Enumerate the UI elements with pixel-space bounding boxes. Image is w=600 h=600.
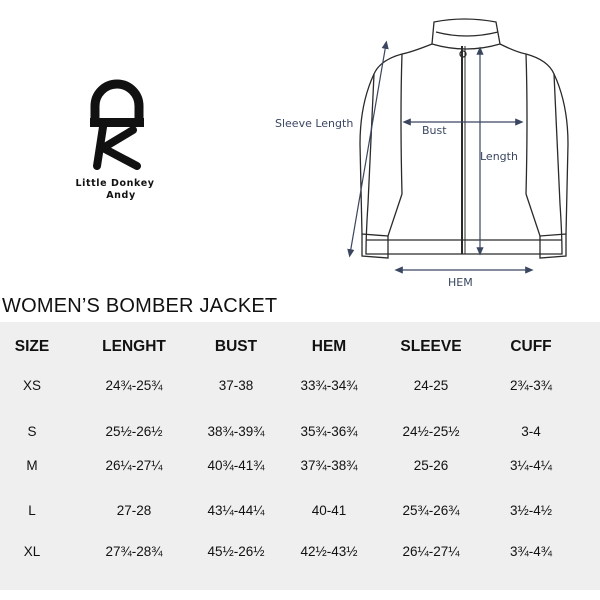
cuff-cell: 3¼-4¼	[509, 458, 553, 473]
table-row	[0, 544, 600, 568]
hem-cell: 42½-43½	[300, 544, 358, 559]
bust-cell: 43¼-44¼	[207, 503, 265, 518]
bust-label: Bust	[422, 124, 447, 137]
table-row	[0, 500, 600, 526]
length-cell: 25½-26½	[105, 424, 163, 439]
bust-cell: 45½-26½	[207, 544, 265, 559]
size-cell: XS	[22, 378, 41, 393]
header-cuff: CUFF	[510, 338, 552, 355]
size-chart-table	[0, 322, 600, 590]
table-row	[0, 420, 600, 448]
brand-name-line1: Little Donkey	[75, 178, 155, 189]
sleeve-cell: 24-25	[413, 378, 449, 393]
table-title: WOMEN’S BOMBER JACKET	[2, 295, 278, 317]
donkey-logo-icon	[89, 78, 145, 170]
header-sleeve: SLEEVE	[400, 338, 462, 355]
table-row	[0, 378, 600, 402]
sleeve-length-label: Sleeve Length	[275, 117, 354, 130]
bust-cell: 40¾-41¾	[207, 458, 265, 473]
sleeve-cell: 24½-25½	[402, 424, 460, 439]
size-cell: S	[27, 424, 37, 439]
brand-logo	[60, 60, 170, 210]
header-length: LENGHT	[102, 338, 166, 355]
jacket-outline-icon	[262, 14, 592, 296]
hem-cell: 33¾-34¾	[300, 378, 358, 393]
sleeve-cell: 25-26	[413, 458, 449, 473]
cuff-cell: 3-4	[521, 424, 541, 439]
length-cell: 24¾-25¾	[105, 378, 163, 393]
header-hem: HEM	[311, 338, 347, 355]
sleeve-cell: 26¼-27¼	[402, 544, 460, 559]
length-cell: 27-28	[116, 503, 152, 518]
bust-cell: 38¾-39¾	[207, 424, 265, 439]
hem-cell: 40-41	[311, 503, 347, 518]
size-cell: M	[26, 458, 38, 473]
cuff-cell: 3½-4½	[509, 503, 553, 518]
length-label: Length	[480, 150, 518, 163]
header-size: SIZE	[14, 338, 50, 355]
bust-cell: 37-38	[218, 378, 254, 393]
jacket-measurement-diagram	[262, 14, 592, 296]
sleeve-cell: 25¾-26¾	[402, 503, 460, 518]
length-cell: 27¾-28¾	[105, 544, 163, 559]
size-cell: XL	[23, 544, 41, 559]
table-row	[0, 458, 600, 482]
cuff-cell: 3¾-4¾	[509, 544, 553, 559]
brand-name-line2: Andy	[106, 190, 136, 201]
hem-cell: 37¾-38¾	[300, 458, 358, 473]
hem-label: HEM	[448, 276, 473, 289]
table-header-row	[0, 338, 600, 362]
cuff-cell: 2¾-3¾	[509, 378, 553, 393]
length-cell: 26¼-27¼	[105, 458, 163, 473]
header-bust: BUST	[214, 338, 258, 355]
size-cell: L	[28, 503, 36, 518]
hem-cell: 35¾-36¾	[300, 424, 358, 439]
